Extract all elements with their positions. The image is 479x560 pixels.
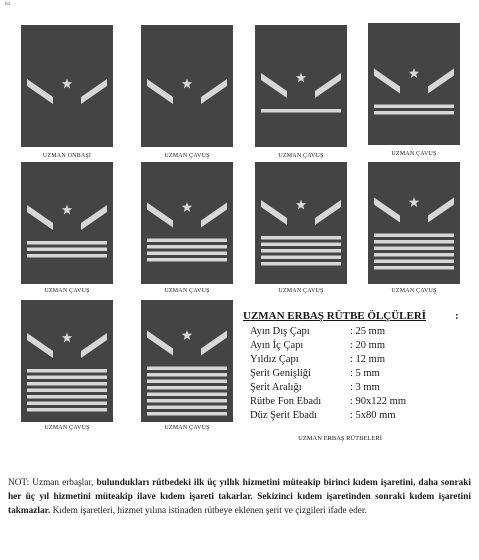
- spec-row: [250, 382, 450, 395]
- right-chevron: [315, 73, 341, 98]
- star-icon: [409, 68, 419, 78]
- insignia-emblem: [21, 25, 113, 147]
- rank-caption: UZMAN ÇAVUŞ: [164, 153, 210, 159]
- spec-label: Ayın Dış Çapı: [250, 326, 310, 337]
- crescent-icon: [288, 87, 314, 100]
- crescent-icon: [174, 217, 200, 230]
- rank-insignia: [368, 162, 460, 284]
- crescent-icon: [54, 219, 80, 232]
- spec-label: Yıldız Çapı: [250, 354, 299, 365]
- spec-label: Ayın İç Çapı: [250, 340, 304, 351]
- insignia-emblem: [21, 162, 113, 284]
- star-icon: [62, 333, 72, 343]
- specs-title: [243, 310, 465, 322]
- left-chevron: [147, 331, 173, 356]
- seniority-stripe: [27, 369, 107, 373]
- left-chevron: [27, 333, 53, 358]
- note-paragraph: [8, 476, 471, 518]
- spec-value: : 90x122 mm: [350, 396, 407, 407]
- seniority-stripe: [147, 399, 227, 403]
- seniority-stripe: [27, 395, 107, 399]
- star-icon: [182, 79, 192, 89]
- note-intro: NOT: Uzman erbaşlar,: [8, 478, 97, 488]
- left-chevron: [147, 79, 173, 104]
- seniority-stripe: [261, 262, 341, 266]
- insignia-emblem: [368, 162, 460, 284]
- seniority-stripe: [261, 249, 341, 253]
- seniority-stripe: [374, 266, 454, 270]
- left-chevron: [261, 73, 287, 98]
- seniority-stripe: [374, 234, 454, 238]
- rank-insignia: [141, 300, 233, 422]
- right-chevron: [201, 203, 227, 228]
- left-chevron: [374, 69, 400, 94]
- insignia-emblem: [141, 300, 233, 422]
- seniority-stripe: [261, 243, 341, 247]
- spec-label: Şerit Genişliği: [250, 368, 311, 379]
- right-chevron: [428, 198, 454, 223]
- seniority-stripe: [147, 258, 227, 262]
- rank-insignia: [141, 162, 233, 284]
- left-chevron: [147, 203, 173, 228]
- right-chevron: [201, 331, 227, 356]
- seniority-stripe: [27, 402, 107, 406]
- note-end: Kıdem işaretleri, hizmet yılına istinaden rütbeye eklenen şerit ve çizgileri ifade eder.: [50, 506, 367, 516]
- star-icon: [62, 79, 72, 89]
- insignia-emblem: [141, 162, 233, 284]
- crescent-icon: [288, 214, 314, 227]
- crescent-icon: [174, 93, 200, 106]
- spec-label: Rütbe Fon Ebadı: [250, 396, 322, 407]
- seniority-stripe: [27, 408, 107, 412]
- seniority-stripe: [147, 239, 227, 243]
- spec-label: Düz Şerit Ebadı: [250, 410, 318, 421]
- insignia-emblem: [255, 162, 347, 284]
- star-icon: [182, 202, 192, 212]
- rank-caption: UZMAN ÇAVUŞ: [278, 153, 324, 159]
- seniority-stripe: [147, 412, 227, 416]
- page-number: 64: [5, 2, 10, 7]
- seniority-stripe: [261, 236, 341, 240]
- specs-title-text: UZMAN ERBAŞ RÜTBE ÖLÇÜLERİ: [243, 310, 427, 322]
- seniority-stripe: [374, 260, 454, 264]
- seniority-stripe: [27, 248, 107, 252]
- seniority-stripe: [27, 382, 107, 386]
- spec-value: : 5x80 mm: [350, 410, 396, 421]
- rank-insignia: [368, 23, 460, 145]
- spec-row: [250, 410, 450, 423]
- rank-caption: UZMAN ÇAVUŞ: [44, 425, 90, 431]
- spec-value: : 3 mm: [350, 382, 380, 393]
- seniority-stripe: [374, 240, 454, 244]
- spec-value: : 12 mm: [350, 354, 386, 365]
- seniority-stripe: [27, 376, 107, 380]
- figure-caption: UZMAN ERBAŞ RÜTBELERİ: [298, 435, 382, 442]
- seniority-stripe: [261, 109, 341, 113]
- seniority-stripe: [27, 254, 107, 258]
- seniority-stripe: [27, 389, 107, 393]
- seniority-stripe: [147, 245, 227, 249]
- spec-value: : 5 mm: [350, 368, 380, 379]
- rank-caption: UZMAN ÇAVUŞ: [391, 288, 437, 294]
- spec-row: [250, 396, 450, 409]
- insignia-emblem: [21, 300, 113, 422]
- seniority-stripe: [374, 247, 454, 251]
- rank-insignia: [21, 25, 113, 147]
- spec-value: : 20 mm: [350, 340, 386, 351]
- insignia-emblem: [368, 23, 460, 145]
- left-chevron: [27, 79, 53, 104]
- rank-caption: UZMAN ONBAŞI: [42, 153, 92, 159]
- rank-insignia: [255, 25, 347, 147]
- star-icon: [296, 200, 306, 210]
- rank-insignia: [21, 162, 113, 284]
- right-chevron: [315, 200, 341, 225]
- seniority-stripe: [147, 386, 227, 390]
- rank-caption: UZMAN ÇAVUŞ: [278, 288, 324, 294]
- seniority-stripe: [147, 406, 227, 410]
- right-chevron: [81, 333, 107, 358]
- crescent-icon: [401, 212, 427, 225]
- rank-insignia: [255, 162, 347, 284]
- rank-caption: UZMAN ÇAVUŞ: [164, 288, 210, 294]
- rank-insignia: [141, 25, 233, 147]
- left-chevron: [27, 205, 53, 230]
- seniority-stripe: [147, 373, 227, 377]
- seniority-stripe: [147, 252, 227, 256]
- seniority-stripe: [147, 380, 227, 384]
- insignia-emblem: [141, 25, 233, 147]
- rank-caption: UZMAN ÇAVUŞ: [391, 151, 437, 157]
- star-icon: [409, 197, 419, 207]
- seniority-stripe: [374, 253, 454, 257]
- right-chevron: [201, 79, 227, 104]
- star-icon: [182, 330, 192, 340]
- rank-caption: UZMAN ÇAVUŞ: [44, 288, 90, 294]
- right-chevron: [428, 69, 454, 94]
- spec-value: : 25 mm: [350, 326, 386, 337]
- seniority-stripe: [374, 105, 454, 109]
- rank-insignia: [21, 300, 113, 422]
- spec-label: Şerit Aralığı: [250, 382, 302, 393]
- seniority-stripe: [27, 241, 107, 245]
- star-icon: [296, 73, 306, 83]
- crescent-icon: [401, 83, 427, 96]
- seniority-stripe: [374, 111, 454, 115]
- left-chevron: [261, 200, 287, 225]
- rank-caption: UZMAN ÇAVUŞ: [164, 425, 210, 431]
- specs-title-colon: :: [455, 310, 459, 322]
- spec-row: [250, 354, 450, 367]
- note-bold: bulundukları rütbedeki ilk üç yıllık hizmetini müteakip birinci kıdem işaretini, daha sonraki her üç yıl hizmetini müteakip ilave kıdem işareti takarlar. Sekizinci kıdem işaretinden sonraki kıdem işaretini takmazlar.: [8, 478, 471, 516]
- spec-row: [250, 326, 450, 339]
- spec-row: [250, 368, 450, 381]
- right-chevron: [81, 205, 107, 230]
- seniority-stripe: [261, 256, 341, 260]
- left-chevron: [374, 198, 400, 223]
- crescent-icon: [54, 347, 80, 360]
- right-chevron: [81, 79, 107, 104]
- insignia-emblem: [255, 25, 347, 147]
- spec-row: [250, 340, 450, 353]
- crescent-icon: [54, 93, 80, 106]
- star-icon: [62, 205, 72, 215]
- seniority-stripe: [147, 393, 227, 397]
- crescent-icon: [174, 345, 200, 358]
- seniority-stripe: [147, 367, 227, 371]
